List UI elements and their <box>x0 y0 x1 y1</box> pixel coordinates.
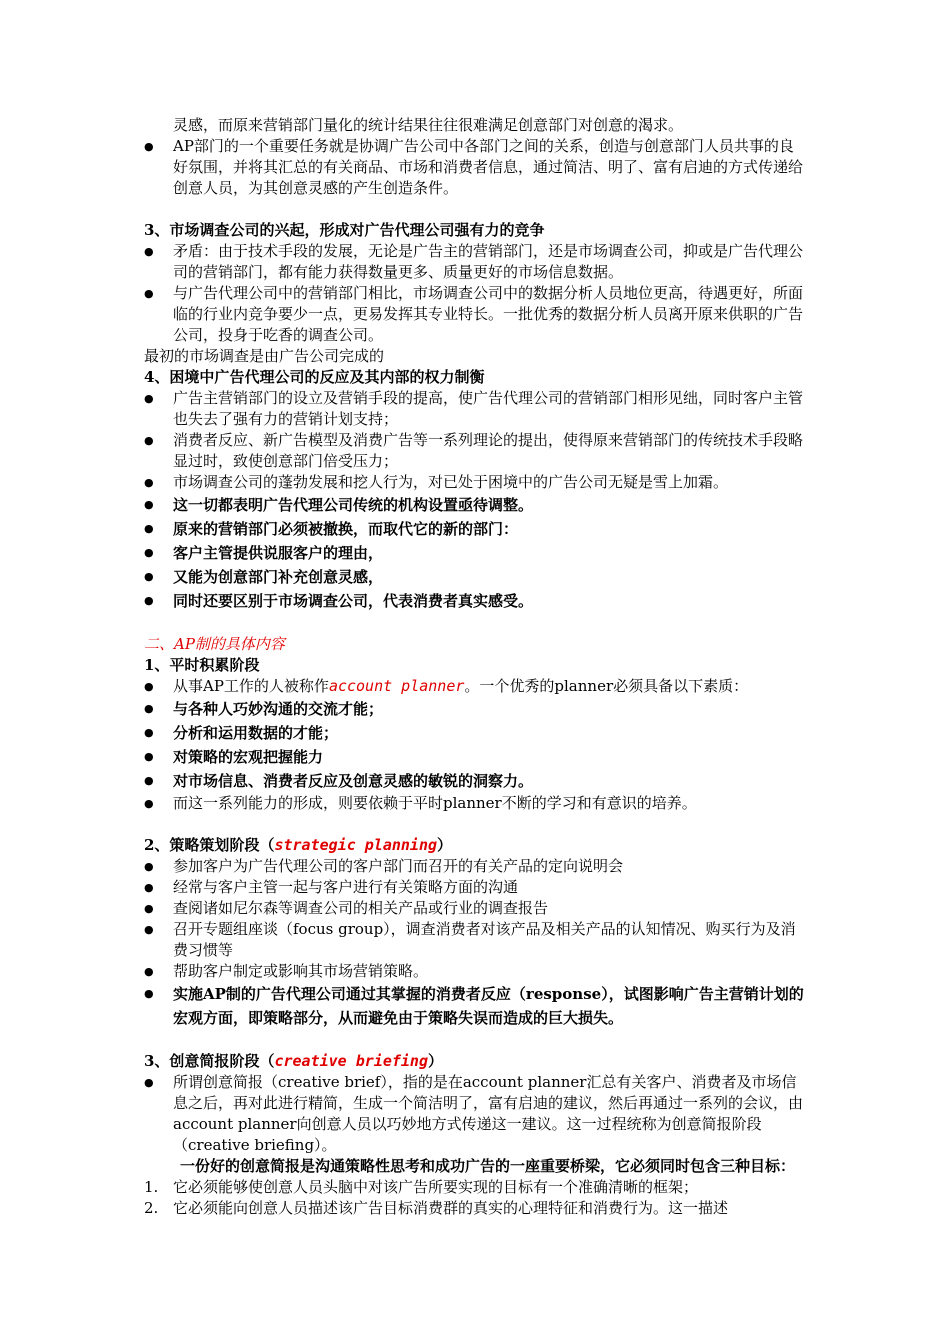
text: ） <box>427 1052 443 1070</box>
document-body <box>144 115 808 1219</box>
term-creative-briefing: creative briefing <box>274 1052 428 1070</box>
numbered-item <box>144 1198 808 1219</box>
list-item: ● AP部门的一个重要任务就是协调广告公司中各部门之间的关系，创造与创意部门人员共事的良好氛围，并将其汇总的有关商品、市场和消费者信息，通过简洁、明了、富有启迪的方式传递给创意人员，为其创意灵感的产生创造条件。 <box>144 136 808 199</box>
list-item: ● 客户主管提供说服客户的理由， <box>144 541 808 565</box>
item-number: 2. <box>144 1199 159 1217</box>
bullet-list <box>144 856 808 1030</box>
list-item: ● 而这一系列能力的形成，则要依赖于平时planner不断的学习和有意识的培养。 <box>144 793 808 814</box>
section-heading-4: 4、困境中广告代理公司的反应及其内部的权力制衡 <box>144 368 485 386</box>
list-item: ● 查阅诸如尼尔森等调查公司的相关产品或行业的调查报告 <box>144 898 808 919</box>
item-text: 它必须能够使创意人员头脑中对该广告所要实现的目标有一个准确清晰的框架； <box>173 1178 699 1196</box>
list-item: ● 分析和运用数据的才能； <box>144 721 808 745</box>
bullet-list <box>144 388 808 613</box>
list-item: ● 帮助客户制定或影响其市场营销策略。 <box>144 961 808 982</box>
list-item: ● 这一切都表明广告代理公司传统的机构设置亟待调整。 <box>144 493 808 517</box>
text: 2、策略策划阶段（ <box>144 836 275 854</box>
list-item <box>144 676 808 697</box>
list-item: ● 同时还要区别于市场调查公司，代表消费者真实感受。 <box>144 589 808 613</box>
text: 从事AP工作的人被称作 <box>173 677 329 695</box>
text: 。一个优秀的planner必须具备以下素质： <box>464 677 749 695</box>
bullet-list <box>144 241 808 346</box>
stage-heading-2 <box>144 835 808 856</box>
list-item: ● 与广告代理公司中的营销部门相比，市场调查公司中的数据分析人员地位更高，待遇更好，所面临的行业内竞争要少一点，更易发挥其专业特长。一批优秀的数据分析人员离开原来供职的广告公司，投身于吃香的调查公司。 <box>144 283 808 346</box>
bold-paragraph: 一份好的创意简报是沟通策略性思考和成功广告的一座重要桥梁，它必须同时包含三种目标： <box>180 1157 796 1175</box>
term-strategic-planning: strategic planning <box>274 836 438 854</box>
list-item: ● 矛盾：由于技术手段的发展，无论是广告主的营销部门，还是市场调查公司，抑或是广告代理公司的营销部门，都有能力获得数量更多、质量更好的市场信息数据。 <box>144 241 808 283</box>
section-heading-3: 3、市场调查公司的兴起，形成对广告代理公司强有力的竞争 <box>144 221 545 239</box>
item-text: 它必须能向创意人员描述该广告目标消费群的真实的心理特征和消费行为。这一描述 <box>173 1199 729 1217</box>
list-item: ● 原来的营销部门必须被撤换，而取代它的新的部门： <box>144 517 808 541</box>
text: 3、创意简报阶段（ <box>144 1052 275 1070</box>
stage-heading-1: 1、平时积累阶段 <box>144 656 260 674</box>
term-account-planner: account planner <box>328 677 465 695</box>
list-item: ● 广告主营销部门的设立及营销手段的提高，使广告代理公司的营销部门相形见绌，同时客户主管也失去了强有力的营销计划支持； <box>144 388 808 430</box>
list-item: ● 与各种人巧妙沟通的交流才能； <box>144 697 808 721</box>
text: ） <box>437 836 453 854</box>
bullet-list <box>144 1072 808 1156</box>
list-item: ● 对策略的宏观把握能力 <box>144 745 808 769</box>
list-item: ● 消费者反应、新广告模型及消费广告等一系列理论的提出，使得原来营销部门的传统技术手段略显过时，致使创意部门倍受压力； <box>144 430 808 472</box>
list-item: ● 市场调查公司的蓬勃发展和挖人行为，对已处于困境中的广告公司无疑是雪上加霜。 <box>144 472 808 493</box>
bullet-list <box>144 676 808 814</box>
chapter-heading: 二、AP制的具体内容 <box>144 635 285 653</box>
continued-paragraph: 灵感，而原来营销部门量化的统计结果往往很难满足创意部门对创意的渴求。 <box>173 116 684 134</box>
paragraph: 最初的市场调查是由广告公司完成的 <box>144 347 385 365</box>
stage-heading-3 <box>144 1051 808 1072</box>
list-item: ● 经常与客户主管一起与客户进行有关策略方面的沟通 <box>144 877 808 898</box>
numbered-item <box>144 1177 808 1198</box>
list-item: ● 所谓创意简报（creative brief），指的是在account planner汇总有关客户、消费者及市场信息之后，再对此进行精简，生成一个简洁明了，富有启迪的建议，然后再通过一系列的会议，由account planner向创意人员以巧妙地方式传递这一建议。这一过程统称为创意简报阶段（creative briefing）。 <box>144 1072 808 1156</box>
item-number: 1. <box>144 1178 159 1196</box>
bullet-list <box>144 136 808 199</box>
list-item: ● 实施AP制的广告代理公司通过其掌握的消费者反应（response），试图影响广告主营销计划的宏观方面，即策略部分，从而避免由于策略失误而造成的巨大损失。 <box>144 982 808 1030</box>
list-item: ● 参加客户为广告代理公司的客户部门而召开的有关产品的定向说明会 <box>144 856 808 877</box>
list-item: ● 对市场信息、消费者反应及创意灵感的敏锐的洞察力。 <box>144 769 808 793</box>
list-item: ● 召开专题组座谈（focus group），调查消费者对该产品及相关产品的认知情况、购买行为及消费习惯等 <box>144 919 808 961</box>
list-item: ● 又能为创意部门补充创意灵感， <box>144 565 808 589</box>
